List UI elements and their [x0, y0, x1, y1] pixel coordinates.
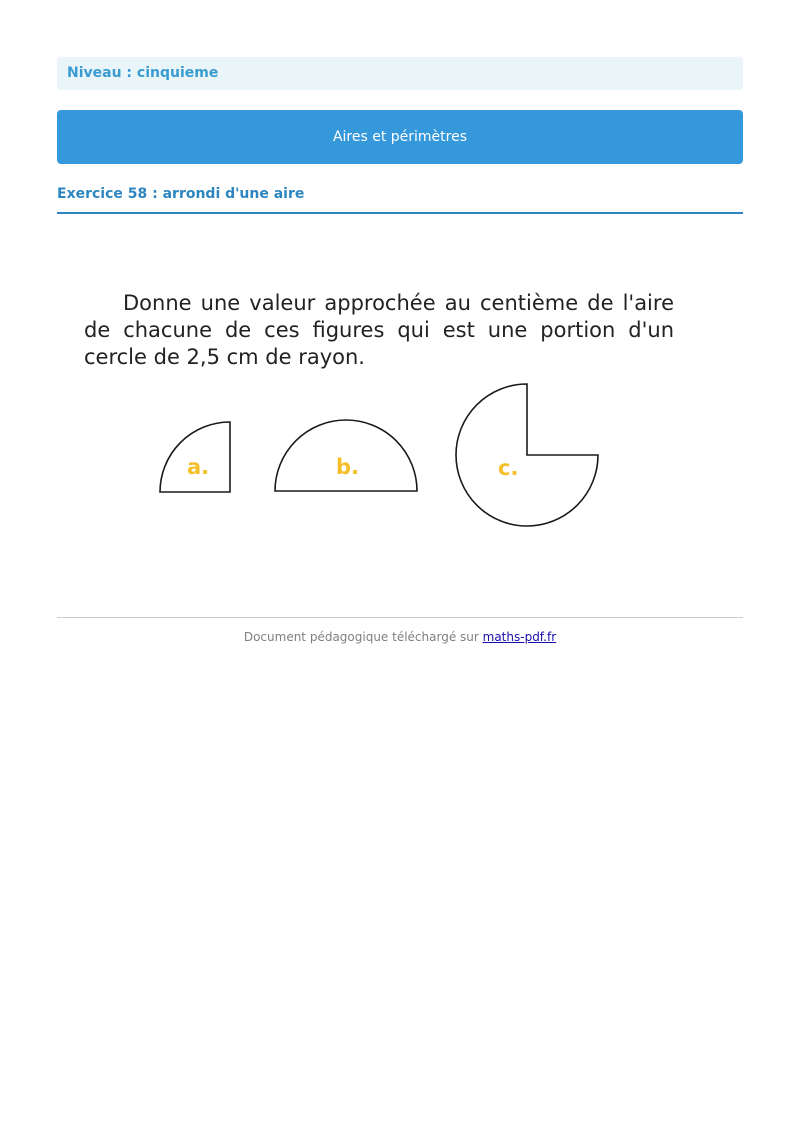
exercise-statement: Donne une valeur approchée au centième de l'aire de chacune de ces figures qui est une portion d'un cercle de 2,5 cm de rayon. [84, 291, 674, 369]
figure-c-three-quarter-circle [456, 384, 598, 526]
chapter-title-bar: Aires et périmètres [57, 110, 743, 164]
exercise-title: Exercice 58 : arrondi d'une aire [57, 186, 305, 202]
footer-text: Document pédagogique téléchargé sur [243, 630, 483, 644]
figure-b-label: b. [336, 455, 360, 479]
exercise-title-underline [57, 212, 743, 214]
footer-divider [57, 617, 743, 618]
figures-drawing [150, 375, 620, 535]
footer-link[interactable]: maths-pdf.fr [482, 630, 557, 644]
footer [57, 630, 743, 644]
figures-area [150, 375, 620, 535]
figure-c-label: c. [498, 456, 519, 480]
level-banner: Niveau : cinquieme [57, 57, 743, 90]
figure-a-label: a. [187, 455, 210, 479]
